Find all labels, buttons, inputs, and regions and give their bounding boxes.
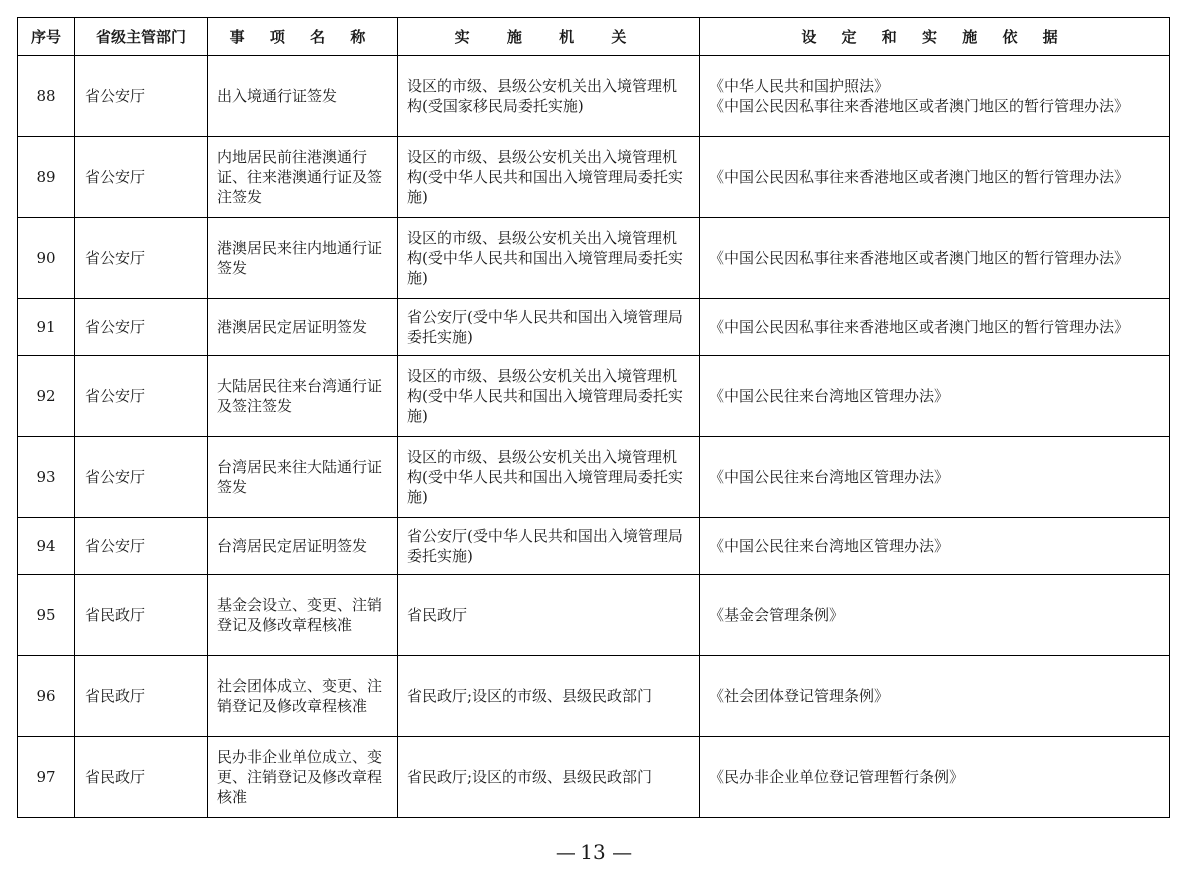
row-seq: 90 xyxy=(18,218,75,299)
row-agency: 省民政厅;设区的市级、县级民政部门 xyxy=(398,737,700,818)
table-row xyxy=(18,656,1170,737)
row-seq: 88 xyxy=(18,56,75,137)
row-basis: 《民办非企业单位登记管理暂行条例》 xyxy=(700,737,1170,818)
row-seq: 96 xyxy=(18,656,75,737)
row-dept: 省民政厅 xyxy=(75,656,208,737)
row-item: 内地居民前往港澳通行证、往来港澳通行证及签注签发 xyxy=(208,137,398,218)
row-agency: 省民政厅 xyxy=(398,575,700,656)
page-number xyxy=(0,840,1186,864)
table-row xyxy=(18,137,1170,218)
row-dept: 省公安厅 xyxy=(75,518,208,575)
row-basis: 《社会团体登记管理条例》 xyxy=(700,656,1170,737)
header-dept: 省级主管部门 xyxy=(75,18,208,56)
row-agency: 设区的市级、县级公安机关出入境管理机构(受中华人民共和国出入境管理局委托实施) xyxy=(398,356,700,437)
table-row xyxy=(18,218,1170,299)
row-dept: 省公安厅 xyxy=(75,137,208,218)
page-number-value: 13 xyxy=(580,840,606,864)
table-body xyxy=(18,56,1170,818)
table-row xyxy=(18,299,1170,356)
table-row xyxy=(18,518,1170,575)
row-agency: 设区的市级、县级公安机关出入境管理机构(受国家移民局委托实施) xyxy=(398,56,700,137)
row-basis: 《中国公民往来台湾地区管理办法》 xyxy=(700,437,1170,518)
row-seq: 89 xyxy=(18,137,75,218)
row-item: 民办非企业单位成立、变更、注销登记及修改章程核准 xyxy=(208,737,398,818)
row-seq: 95 xyxy=(18,575,75,656)
row-item: 基金会设立、变更、注销登记及修改章程核准 xyxy=(208,575,398,656)
table-row xyxy=(18,575,1170,656)
row-item: 出入境通行证签发 xyxy=(208,56,398,137)
row-basis: 《中国公民因私事往来香港地区或者澳门地区的暂行管理办法》 xyxy=(700,137,1170,218)
row-seq: 91 xyxy=(18,299,75,356)
row-dept: 省公安厅 xyxy=(75,299,208,356)
row-basis: 《中国公民往来台湾地区管理办法》 xyxy=(700,518,1170,575)
header-item: 事 项 名 称 xyxy=(208,18,398,56)
row-item: 港澳居民定居证明签发 xyxy=(208,299,398,356)
row-agency: 省民政厅;设区的市级、县级民政部门 xyxy=(398,656,700,737)
row-dept: 省公安厅 xyxy=(75,437,208,518)
approval-items-table xyxy=(17,17,1170,818)
header-agency: 实 施 机 关 xyxy=(398,18,700,56)
row-basis: 《中国公民因私事往来香港地区或者澳门地区的暂行管理办法》 xyxy=(700,299,1170,356)
row-seq: 92 xyxy=(18,356,75,437)
row-agency: 设区的市级、县级公安机关出入境管理机构(受中华人民共和国出入境管理局委托实施) xyxy=(398,218,700,299)
row-dept: 省民政厅 xyxy=(75,575,208,656)
row-dept: 省公安厅 xyxy=(75,356,208,437)
table-header-row xyxy=(18,18,1170,56)
row-item: 大陆居民往来台湾通行证及签注签发 xyxy=(208,356,398,437)
row-dept: 省公安厅 xyxy=(75,56,208,137)
row-agency: 省公安厅(受中华人民共和国出入境管理局委托实施) xyxy=(398,299,700,356)
table-row xyxy=(18,56,1170,137)
row-item: 台湾居民定居证明签发 xyxy=(208,518,398,575)
row-seq: 94 xyxy=(18,518,75,575)
row-item: 台湾居民来往大陆通行证签发 xyxy=(208,437,398,518)
row-agency: 设区的市级、县级公安机关出入境管理机构(受中华人民共和国出入境管理局委托实施) xyxy=(398,137,700,218)
row-item: 港澳居民来往内地通行证签发 xyxy=(208,218,398,299)
page-number-dash-right: — xyxy=(612,840,631,864)
header-basis: 设 定 和 实 施 依 据 xyxy=(700,18,1170,56)
row-agency: 省公安厅(受中华人民共和国出入境管理局委托实施) xyxy=(398,518,700,575)
row-agency: 设区的市级、县级公安机关出入境管理机构(受中华人民共和国出入境管理局委托实施) xyxy=(398,437,700,518)
row-item: 社会团体成立、变更、注销登记及修改章程核准 xyxy=(208,656,398,737)
row-dept: 省公安厅 xyxy=(75,218,208,299)
table-row xyxy=(18,356,1170,437)
row-dept: 省民政厅 xyxy=(75,737,208,818)
row-basis: 《中国公民往来台湾地区管理办法》 xyxy=(700,356,1170,437)
header-seq: 序号 xyxy=(18,18,75,56)
row-basis: 《中国公民因私事往来香港地区或者澳门地区的暂行管理办法》 xyxy=(700,218,1170,299)
page-number-dash-left: — xyxy=(555,840,574,864)
row-seq: 93 xyxy=(18,437,75,518)
table-row xyxy=(18,437,1170,518)
table-row xyxy=(18,737,1170,818)
row-basis: 《基金会管理条例》 xyxy=(700,575,1170,656)
row-basis: 《中华人民共和国护照法》 《中国公民因私事往来香港地区或者澳门地区的暂行管理办法》 xyxy=(700,56,1170,137)
row-seq: 97 xyxy=(18,737,75,818)
